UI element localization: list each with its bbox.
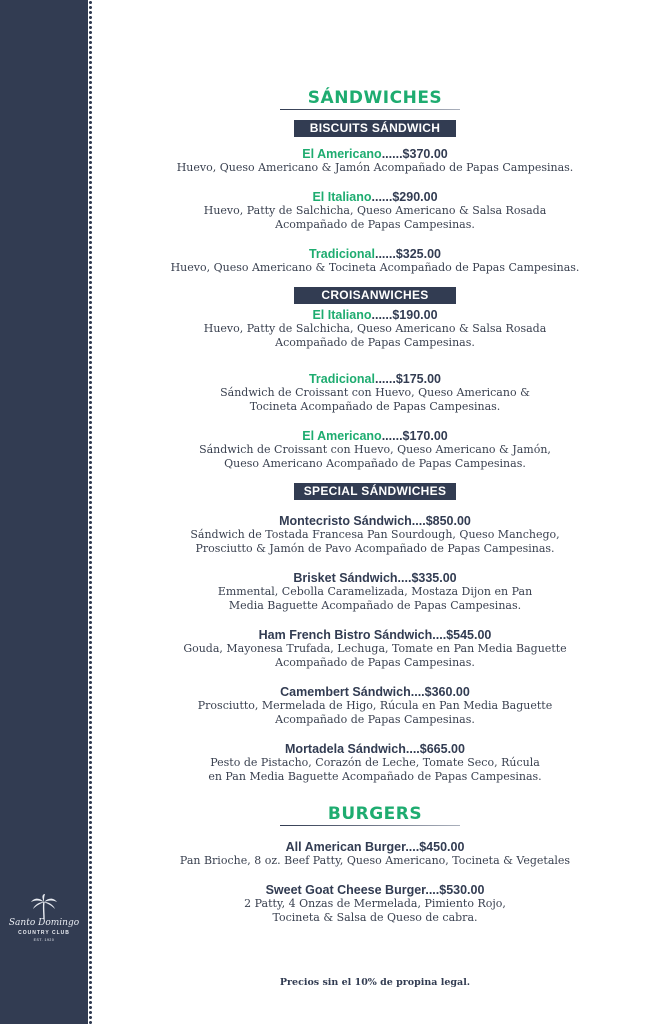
section-title-text: SÁNDWICHES	[307, 88, 443, 108]
item-dots: ....	[405, 742, 420, 756]
item-desc-line: Prosciutto, Mermelada de Higo, Rúcula en Pan Media Baguette	[197, 699, 553, 712]
category-banner-biscuits: BISCUITS SÁNDWICH	[294, 120, 456, 137]
menu-item	[160, 571, 590, 613]
menu-item	[160, 372, 590, 414]
item-dots: ....	[432, 628, 447, 642]
item-name: Tradicional	[308, 372, 375, 386]
item-desc-line: Acompañado de Papas Campesinas.	[275, 218, 475, 231]
item-price: $530.00	[439, 883, 485, 897]
item-dots: ......	[371, 190, 393, 204]
section-rule	[280, 109, 460, 110]
section-title-burgers	[160, 804, 590, 832]
item-name: El Italiano	[312, 190, 372, 204]
item-price: $190.00	[392, 308, 438, 322]
item-name: Tradicional	[308, 247, 375, 261]
menu-item	[160, 147, 590, 175]
item-name: Brisket Sándwich	[293, 571, 398, 585]
menu-item	[160, 514, 590, 556]
item-price: $335.00	[411, 571, 457, 585]
menu-item	[160, 247, 590, 275]
item-desc-line: Huevo, Queso Americano & Tocineta Acompañado de Papas Campesinas.	[170, 261, 580, 274]
item-name: Sweet Goat Cheese Burger	[265, 883, 426, 897]
logo-est: EST. 1920	[33, 938, 55, 942]
item-price: $290.00	[392, 190, 438, 204]
logo-script: Santo Domingo	[8, 918, 80, 928]
item-desc-line: 2 Patty, 4 Onzas de Mermelada, Pimiento Rojo,	[244, 897, 506, 910]
item-name: Montecristo Sándwich	[279, 514, 412, 528]
menu-item	[160, 190, 590, 232]
item-desc-line: Sándwich de Tostada Francesa Pan Sourdough, Queso Manchego,	[190, 528, 560, 541]
item-price: $360.00	[424, 685, 470, 699]
item-dots: ......	[371, 308, 393, 322]
menu-item	[160, 429, 590, 471]
menu-item	[160, 628, 590, 670]
section-title-text: BURGERS	[327, 804, 423, 824]
menu-content	[160, 88, 590, 940]
logo-club: COUNTRY CLUB	[18, 930, 70, 936]
item-name: All American Burger	[285, 840, 406, 854]
item-desc-line: en Pan Media Baguette Acompañado de Papas Campesinas.	[208, 770, 542, 783]
item-price: $850.00	[425, 514, 471, 528]
item-price: $370.00	[402, 147, 448, 161]
item-desc-line: Acompañado de Papas Campesinas.	[275, 713, 475, 726]
menu-item	[160, 840, 590, 868]
item-desc-line: Prosciutto & Jamón de Pavo Acompañado de Papas Campesinas.	[195, 542, 555, 555]
item-desc-line: Queso Americano Acompañado de Papas Campesinas.	[224, 457, 526, 470]
item-price: $175.00	[395, 372, 442, 386]
sidebar-band	[0, 0, 88, 1024]
item-desc-line: Pan Brioche, 8 oz. Beef Patty, Queso Americano, Tocineta & Vegetales	[179, 854, 571, 867]
club-logo	[6, 894, 82, 942]
section-title-sandwiches	[160, 88, 590, 116]
item-dots: ....	[405, 840, 420, 854]
item-dots: ....	[397, 571, 412, 585]
item-desc-line: Tocineta Acompañado de Papas Campesinas.	[249, 400, 501, 413]
item-name: Camembert Sándwich	[280, 685, 411, 699]
item-dots: ......	[374, 247, 396, 261]
item-name: Mortadela Sándwich	[285, 742, 406, 756]
menu-item	[160, 742, 590, 784]
item-desc-line: Gouda, Mayonesa Trufada, Lechuga, Tomate en Pan Media Baguette	[183, 642, 567, 655]
category-banner-special: SPECIAL SÁNDWICHES	[294, 483, 456, 500]
item-desc-line: Sándwich de Croissant con Huevo, Queso Americano &	[220, 386, 530, 399]
palm-tree-icon	[29, 894, 59, 920]
item-dots: ....	[425, 883, 440, 897]
item-price: $665.00	[419, 742, 465, 756]
item-dots: ......	[374, 372, 396, 386]
item-dots: ......	[381, 429, 403, 443]
item-desc-line: Pesto de Pistacho, Corazón de Leche, Tomate Seco, Rúcula	[210, 756, 540, 769]
menu-item	[160, 685, 590, 727]
footer-note: Precios sin el 10% de propina legal.	[279, 977, 471, 988]
item-dots: ......	[381, 147, 403, 161]
item-price: $450.00	[419, 840, 465, 854]
item-desc-line: Huevo, Patty de Salchicha, Queso Americano & Salsa Rosada	[203, 204, 547, 217]
item-desc-line: Huevo, Queso Americano & Jamón Acompañado de Papas Campesinas.	[176, 161, 574, 174]
stitch-border	[88, 0, 93, 1024]
item-price: $170.00	[402, 429, 448, 443]
item-desc-line: Acompañado de Papas Campesinas.	[275, 336, 475, 349]
item-name: El Italiano	[312, 308, 372, 322]
item-desc-line: Tocineta & Salsa de Queso de cabra.	[272, 911, 478, 924]
category-banner-croisanwiches: CROISANWICHES	[294, 287, 456, 304]
item-price: $545.00	[446, 628, 492, 642]
item-name: El Americano	[302, 147, 382, 161]
item-desc-line: Media Baguette Acompañado de Papas Campesinas.	[228, 599, 522, 612]
item-desc-line: Acompañado de Papas Campesinas.	[275, 656, 475, 669]
item-name: Ham French Bistro Sándwich	[258, 628, 433, 642]
menu-item	[160, 308, 590, 350]
item-name: El Americano	[302, 429, 382, 443]
item-desc-line: Emmental, Cebolla Caramelizada, Mostaza Dijon en Pan	[217, 585, 533, 598]
item-desc-line: Huevo, Patty de Salchicha, Queso Americano & Salsa Rosada	[203, 322, 547, 335]
item-dots: ....	[411, 514, 426, 528]
item-desc-line: Sándwich de Croissant con Huevo, Queso Americano & Jamón,	[199, 443, 551, 456]
item-dots: ....	[410, 685, 425, 699]
section-rule	[280, 825, 460, 826]
menu-item	[160, 883, 590, 925]
item-price: $325.00	[395, 247, 442, 261]
